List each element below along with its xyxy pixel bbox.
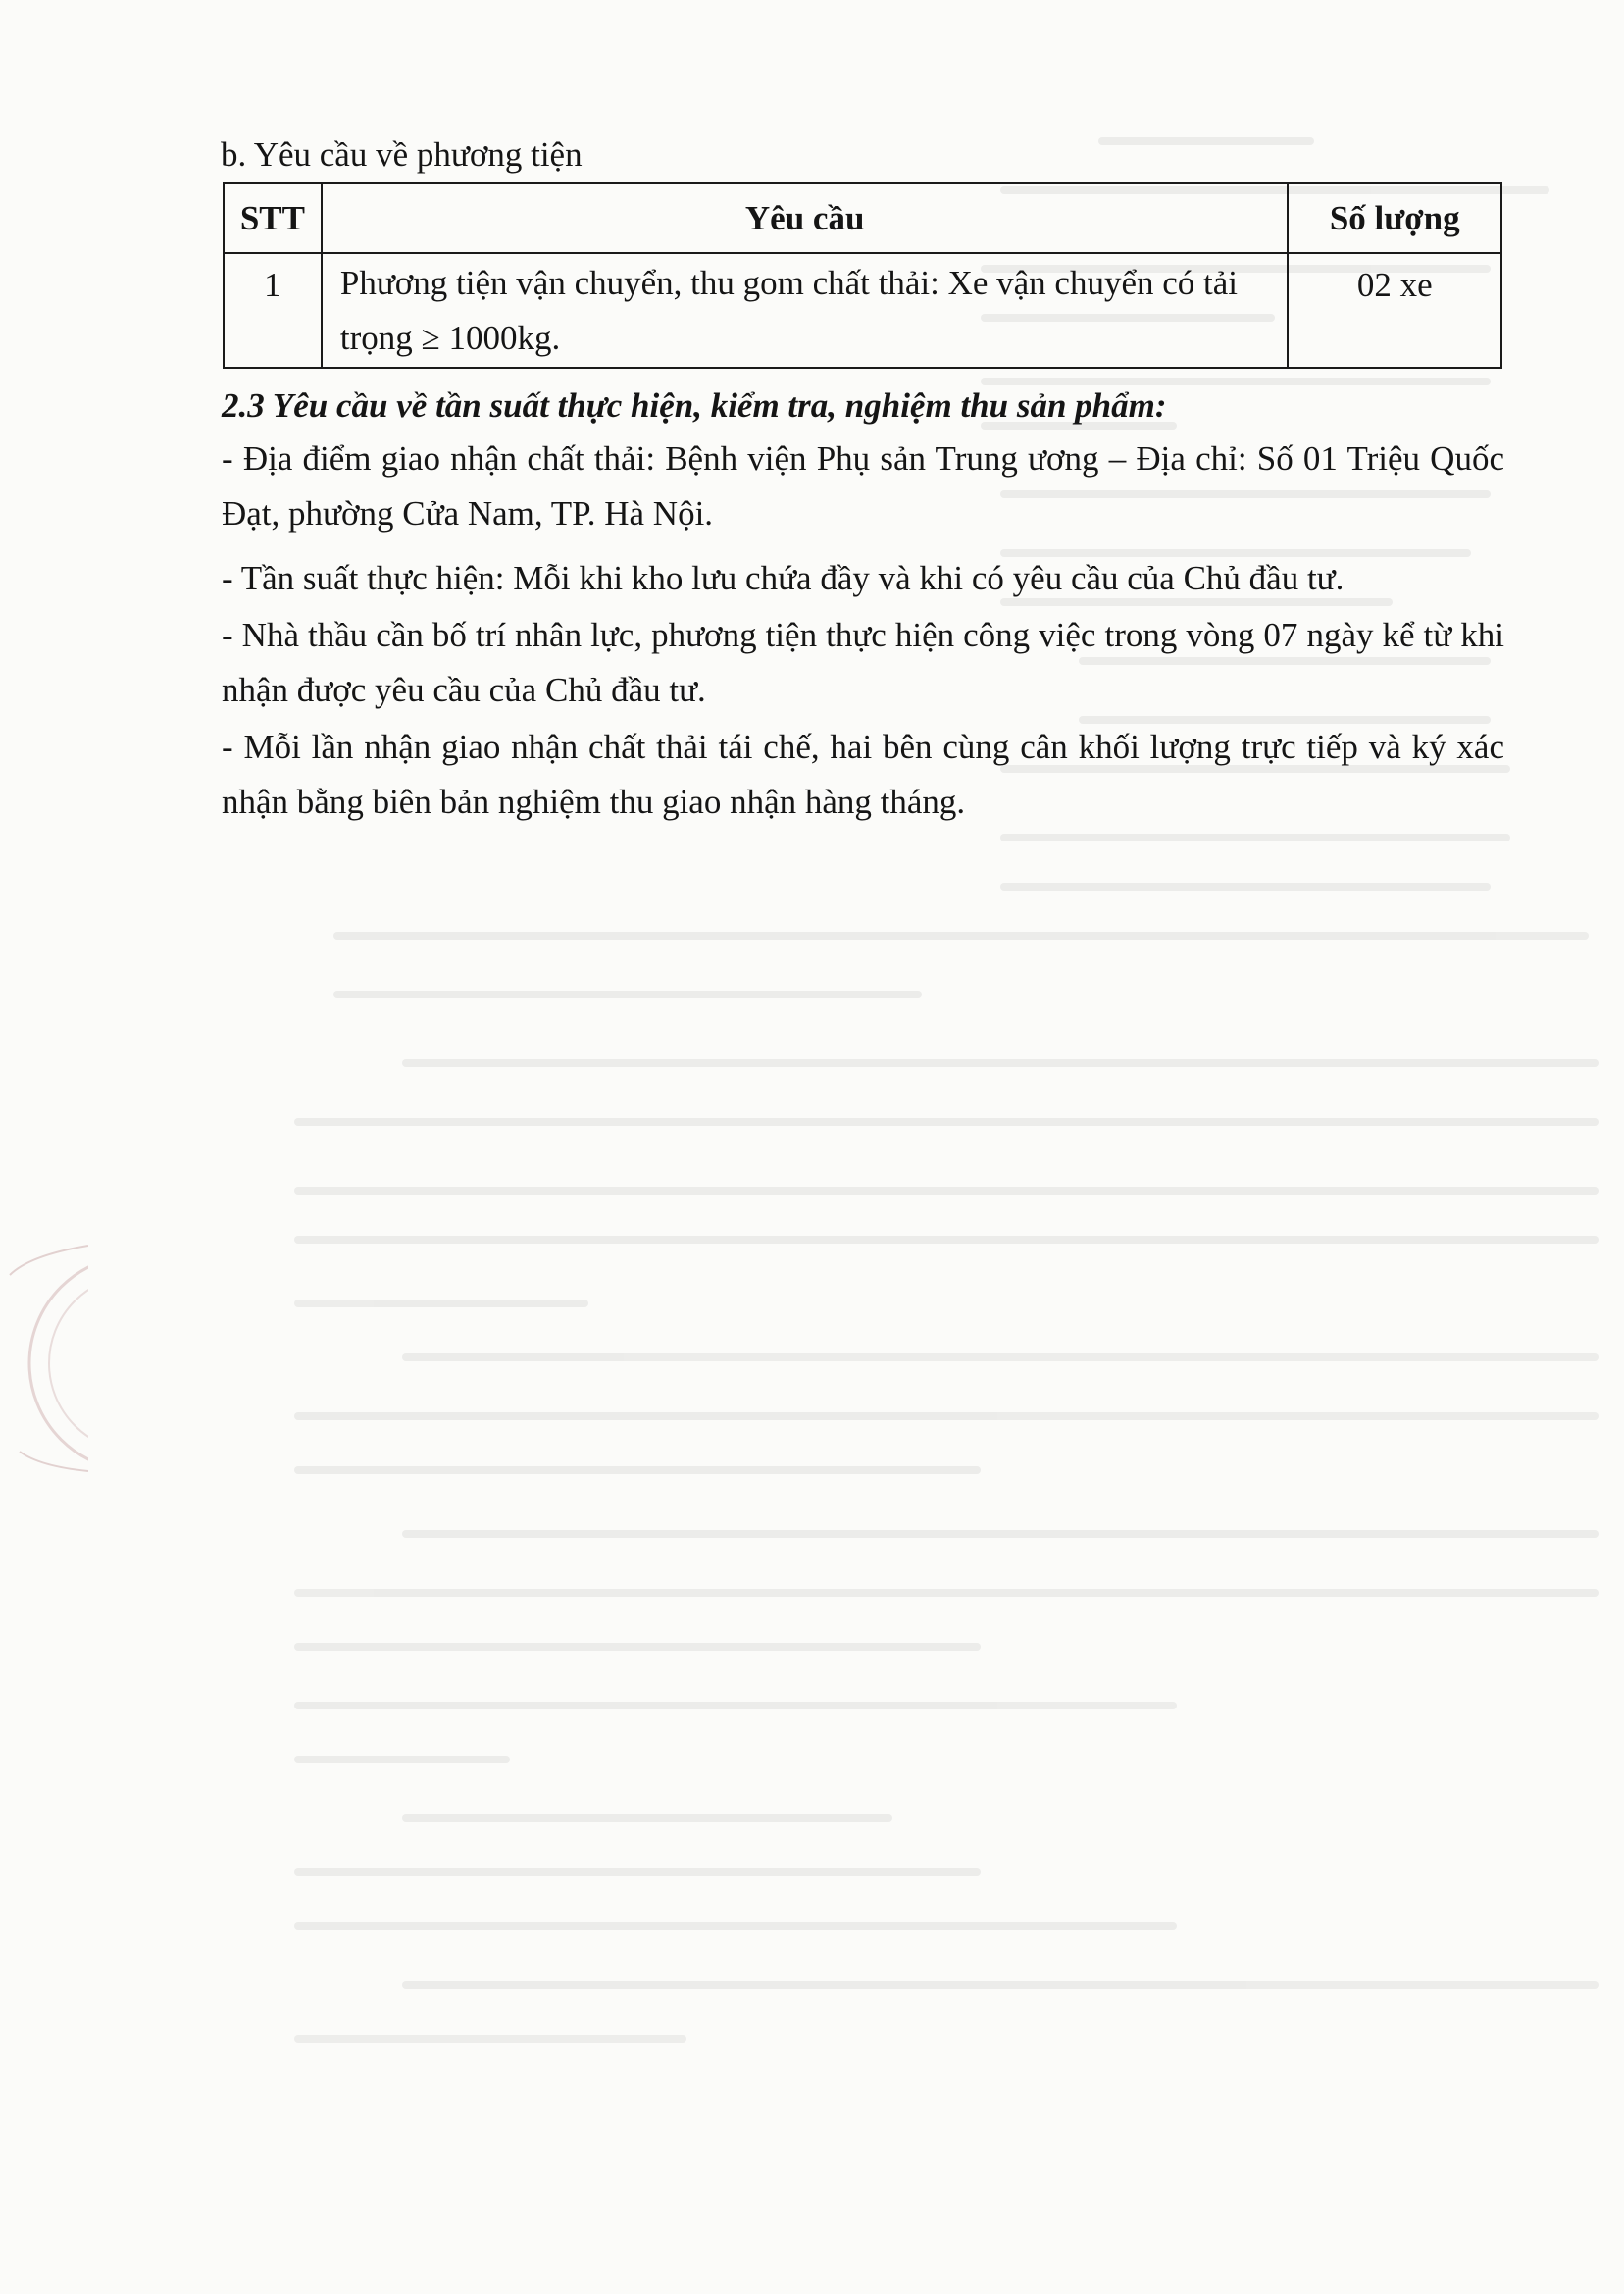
column-header-stt: STT: [224, 183, 322, 253]
table-header-row: [224, 183, 1501, 253]
cell-stt: 1: [224, 253, 322, 368]
paragraph-contractor-timeline: - Nhà thầu cần bố trí nhân lực, phương tiện thực hiện công việc trong vòng 07 ngày kể từ khi nhận được yêu cầu của Chủ đầu tư.: [222, 616, 1504, 709]
section-heading-frequency: 2.3 Yêu cầu về tần suất thực hiện, kiểm tra, nghiệm thu sản phẩm:: [222, 386, 1167, 425]
paragraph-delivery-location: - Địa điểm giao nhận chất thải: Bệnh viện Phụ sản Trung ương – Địa chỉ: Số 01 Triệu Quốc Đạt, phường Cửa Nam, TP. Hà Nội.: [222, 439, 1504, 533]
section-heading-vehicles: b. Yêu cầu về phương tiện: [221, 135, 583, 174]
cell-requirement: Phương tiện vận chuyển, thu gom chất thải: Xe vận chuyển có tải trọng ≥ 1000kg.: [322, 253, 1289, 368]
vehicle-requirements-table: [223, 182, 1502, 369]
column-header-quantity: Số lượng: [1288, 183, 1501, 253]
table-row: [224, 253, 1501, 368]
column-header-requirement: Yêu cầu: [322, 183, 1289, 253]
paragraph-frequency: - Tần suất thực hiện: Mỗi khi kho lưu chứa đầy và khi có yêu cầu của Chủ đầu tư.: [222, 559, 1345, 597]
stamp-mark: [0, 1216, 88, 1510]
paragraph-weighing-acceptance: - Mỗi lần nhận giao nhận chất thải tái chế, hai bên cùng cân khối lượng trực tiếp và ký xác nhận bằng biên bản nghiệm thu giao nhận hàng tháng.: [222, 728, 1504, 821]
cell-quantity: 02 xe: [1288, 253, 1501, 368]
